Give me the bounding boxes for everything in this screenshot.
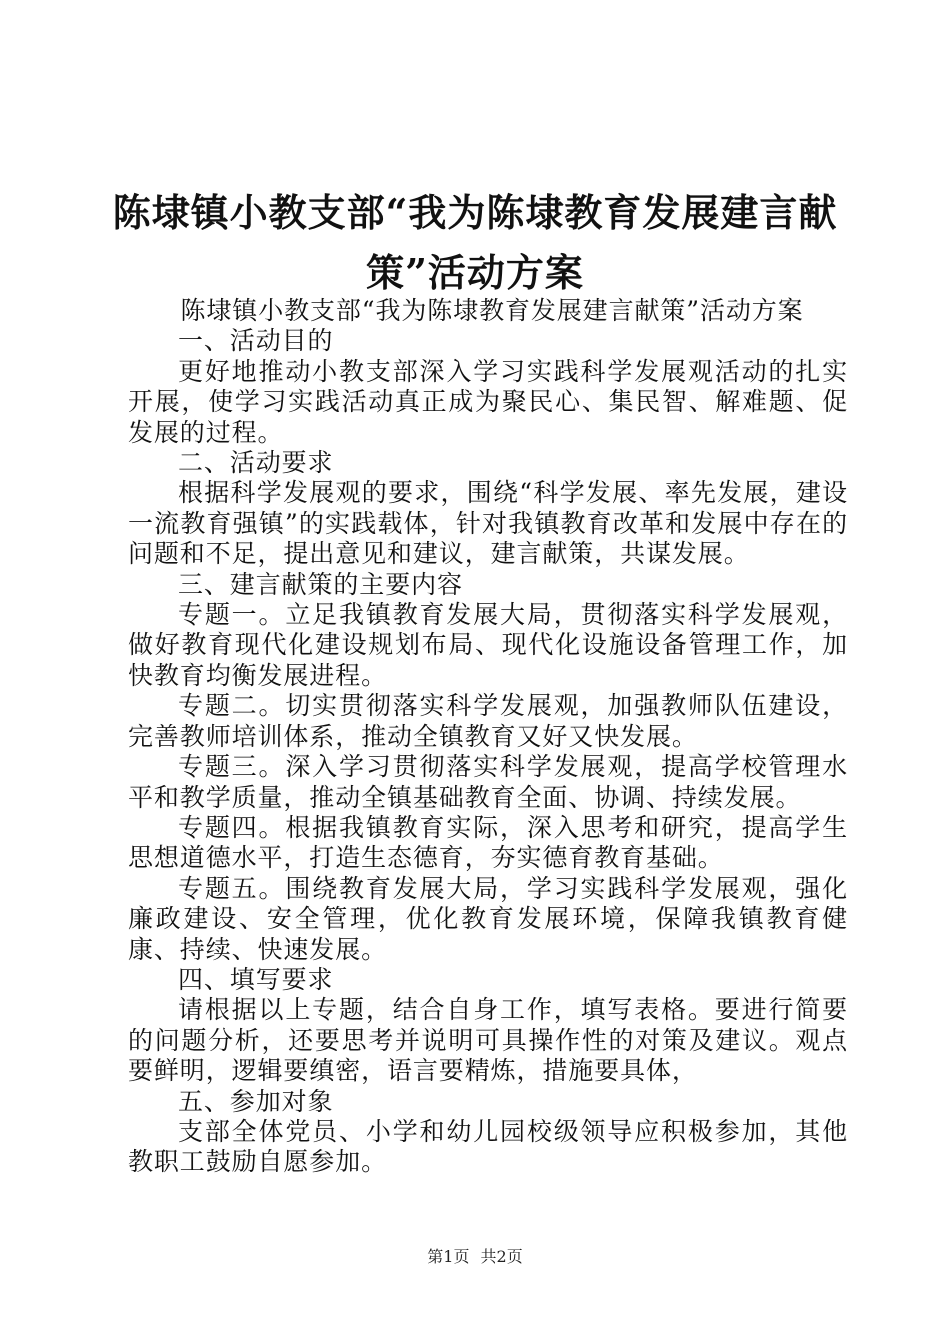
- paragraph-topic-3: 专题三。深入学习贯彻落实科学发展观，提高学校管理水平和教学质量，推动全镇基础教育全面、协调、持续发展。: [128, 752, 848, 812]
- page-number: 第1页: [427, 1247, 470, 1266]
- paragraph-topic-4: 专题四。根据我镇教育实际，深入思考和研究，提高学生思想道德水平，打造生态德育，夯实德育教育基础。: [128, 812, 848, 873]
- paragraph-topic-5: 专题五。围绕教育发展大局，学习实践科学发展观，强化廉政建设、安全管理，优化教育发展环境，保障我镇教育健康、持续、快速发展。: [128, 873, 848, 964]
- page-footer: [0, 1244, 950, 1267]
- paragraph-participants: 支部全体党员、小学和幼儿园校级领导应积极参加，其他教职工鼓励自愿参加。: [128, 1116, 848, 1177]
- paragraph-filling: 请根据以上专题，结合自身工作，填写表格。要进行简要的问题分析，还要思考并说明可具操作性的对策及建议。观点要鲜明，逻辑要缜密，语言要精炼，措施要具体，: [128, 995, 848, 1086]
- paragraph-purpose: 更好地推动小教支部深入学习实践科学发展观活动的扎实开展，使学习实践活动真正成为聚民心、集民智、解难题、促发展的过程。: [128, 356, 848, 447]
- paragraph-topic-1: 专题一。立足我镇教育发展大局，贯彻落实科学发展观，做好教育现代化建设规划布局、现代化设施设备管理工作，加快教育均衡发展进程。: [128, 600, 848, 690]
- section-heading-content: 三、建言献策的主要内容: [178, 569, 463, 599]
- paragraph-requirements: 根据科学发展观的要求，围绕“科学发展、率先发展，建设一流教育强镇”的实践载体，针对我镇教育改革和发展中存在的问题和不足，提出意见和建议，建言献策，共谋发展。: [128, 478, 848, 569]
- document-title-line-2: 策”活动方案: [366, 250, 584, 295]
- paragraph-topic-2: 专题二。切实贯彻落实科学发展观，加强教师队伍建设，完善教师培训体系，推动全镇教育又好又快发展。: [128, 691, 848, 751]
- section-heading-purpose: 一、活动目的: [178, 326, 334, 356]
- document-subtitle: 陈埭镇小教支部“我为陈埭教育发展建言献策”活动方案: [180, 296, 804, 325]
- section-heading-requirements: 二、活动要求: [178, 448, 334, 478]
- document-title-line-1: 陈埭镇小教支部“我为陈埭教育发展建言献: [112, 190, 838, 235]
- section-heading-participants: 五、参加对象: [178, 1086, 334, 1116]
- section-heading-filling: 四、填写要求: [178, 964, 334, 994]
- page-total: 共2页: [480, 1247, 523, 1266]
- document-body: [128, 296, 848, 1178]
